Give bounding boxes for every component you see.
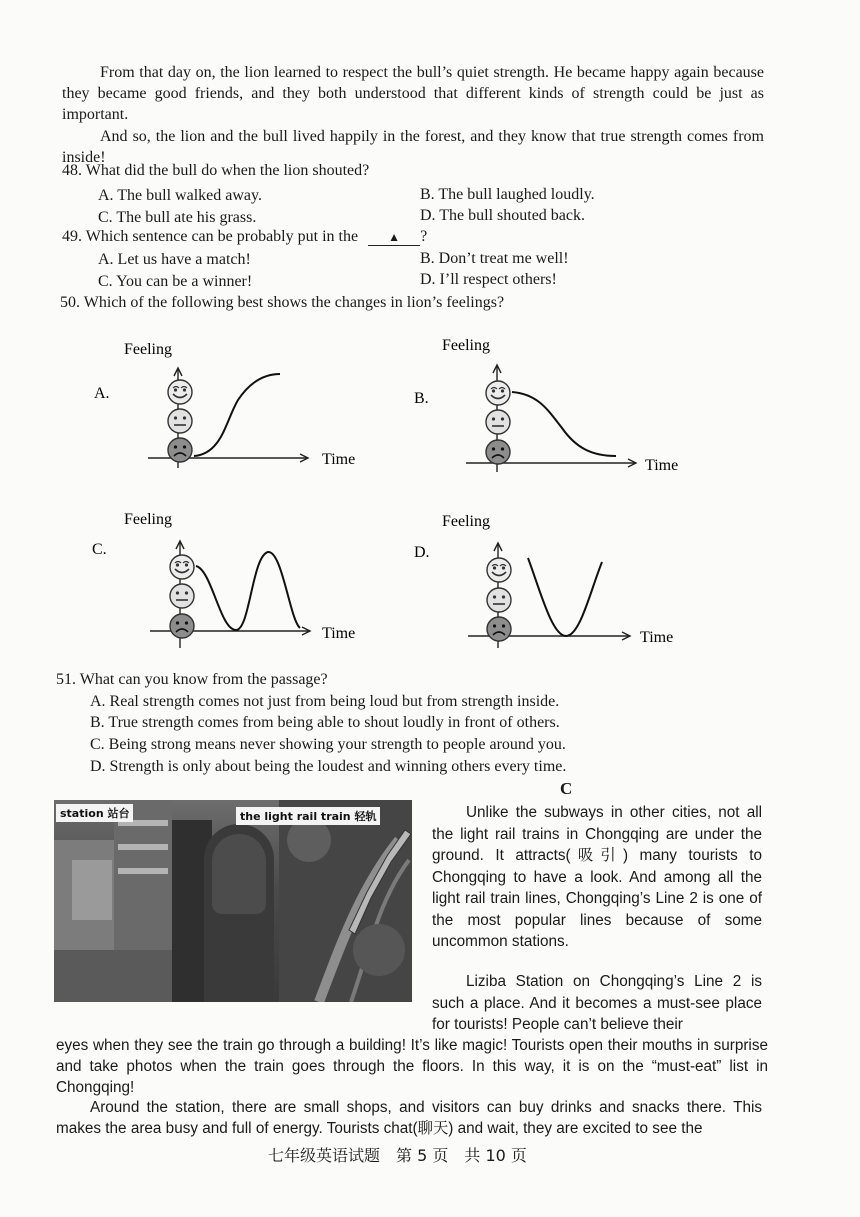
graph-a-ylabel: Feeling <box>124 341 172 358</box>
q50-stem: 50. Which of the following best shows the changes in lion’s feelings? <box>60 294 505 311</box>
graph-b-letter: B. <box>414 390 429 407</box>
section-c-paragraph-2b: eyes when they see the train go through a building! It’s like magic! Tourists open their mouths in surprise and take photos when the train goes through the floors. In this way, it is on the “must-eat” list in Chongqing! <box>56 1037 768 1096</box>
graph-d-ylabel: Feeling <box>442 513 490 530</box>
neutral-face-icon <box>170 584 194 608</box>
section-c-paragraph-1: Unlike the subways in other cities, not all the light rail trains in Chongqing are under the ground. It attracts(吸引) many tourists to Chongqing to have a look. And among all the light rail train lines, Chongqing’s Line 2 is one of the most popular lines because of some uncommon stations. <box>432 804 762 950</box>
section-c-paragraph-2a: Liziba Station on Chongqing’s Line 2 is such a place. And it becomes a must-see place for tourists! People can’t believe their <box>432 973 762 1033</box>
happy-face-icon <box>168 380 192 404</box>
photo-tag-station: station 站台 <box>56 804 133 822</box>
q49-blank: ▲ <box>368 230 420 246</box>
graph-b[interactable] <box>414 337 678 474</box>
section-c-paragraph-3: Around the station, there are small shops, and visitors can buy drinks and snacks there. This makes the area busy and full of energy. Tourists chat(聊天) and wait, they are excited to see the <box>56 1099 762 1137</box>
neutral-face-icon <box>487 588 511 612</box>
graph-d-letter: D. <box>414 544 430 561</box>
story-paragraph-2: And so, the lion and the bull lived happily in the forest, and they know that true strength comes from inside! <box>62 128 764 166</box>
graph-d-xlabel: Time <box>640 629 674 646</box>
photo-tag-light-rail: the light rail train 轻轨 <box>236 807 380 825</box>
q51-option-c[interactable]: C. Being strong means never showing your strength to people around you. <box>90 736 566 753</box>
sad-face-icon <box>170 614 194 638</box>
q49-stem <box>62 228 427 246</box>
q49-option-a[interactable]: A. Let us have a match! <box>98 251 251 268</box>
neutral-face-icon <box>486 410 510 434</box>
q51-stem: 51. What can you know from the passage? <box>56 671 328 688</box>
q48-option-d[interactable]: D. The bull shouted back. <box>420 207 586 224</box>
section-c-heading: C <box>560 779 573 798</box>
q51-option-b[interactable]: B. True strength comes from being able to shout loudly in front of others. <box>90 714 560 731</box>
q50-graphs <box>0 330 860 650</box>
graph-c-ylabel: Feeling <box>124 511 172 528</box>
sad-face-icon <box>168 438 192 462</box>
graph-b-ylabel: Feeling <box>442 337 490 354</box>
page-footer: 七年级英语试题 第 5 页 共 10 页 <box>268 1146 527 1165</box>
q48-stem: 48. What did the bull do when the lion shouted? <box>62 162 370 179</box>
story-paragraph-1: From that day on, the lion learned to respect the bull’s quiet strength. He became happy again because they became good friends, and they both understood that different kinds of strength could be just as important. <box>62 64 764 123</box>
graph-c-xlabel: Time <box>322 625 356 642</box>
happy-face-icon <box>487 558 511 582</box>
q49-option-b[interactable]: B. Don’t treat me well! <box>420 250 569 267</box>
graph-d[interactable] <box>414 513 673 648</box>
q49-question-mark: ? <box>420 228 428 245</box>
q48-option-a[interactable]: A. The bull walked away. <box>98 187 262 204</box>
graph-a[interactable] <box>94 341 355 468</box>
graph-c-letter: C. <box>92 541 107 558</box>
graph-c[interactable] <box>92 511 355 648</box>
graph-b-xlabel: Time <box>645 457 679 474</box>
q49-option-d[interactable]: D. I’ll respect others! <box>420 271 557 288</box>
happy-face-icon <box>170 555 194 579</box>
q51-option-d[interactable]: D. Strength is only about being the loudest and winning others every time. <box>90 758 567 775</box>
neutral-face-icon <box>168 409 192 433</box>
q48-option-b[interactable]: B. The bull laughed loudly. <box>420 186 595 203</box>
q51-option-a[interactable]: A. Real strength comes not just from being loud but from strength inside. <box>90 693 560 710</box>
sad-face-icon <box>486 440 510 464</box>
liziba-station-photo <box>54 800 412 1002</box>
q49-option-c[interactable]: C. You can be a winner! <box>98 273 253 290</box>
graph-a-letter: A. <box>94 385 110 402</box>
q48-option-c[interactable]: C. The bull ate his grass. <box>98 209 257 226</box>
happy-face-icon <box>486 381 510 405</box>
q49-stem-text: 49. Which sentence can be probably put in the <box>62 228 359 245</box>
sad-face-icon <box>487 617 511 641</box>
graph-a-xlabel: Time <box>322 451 356 468</box>
